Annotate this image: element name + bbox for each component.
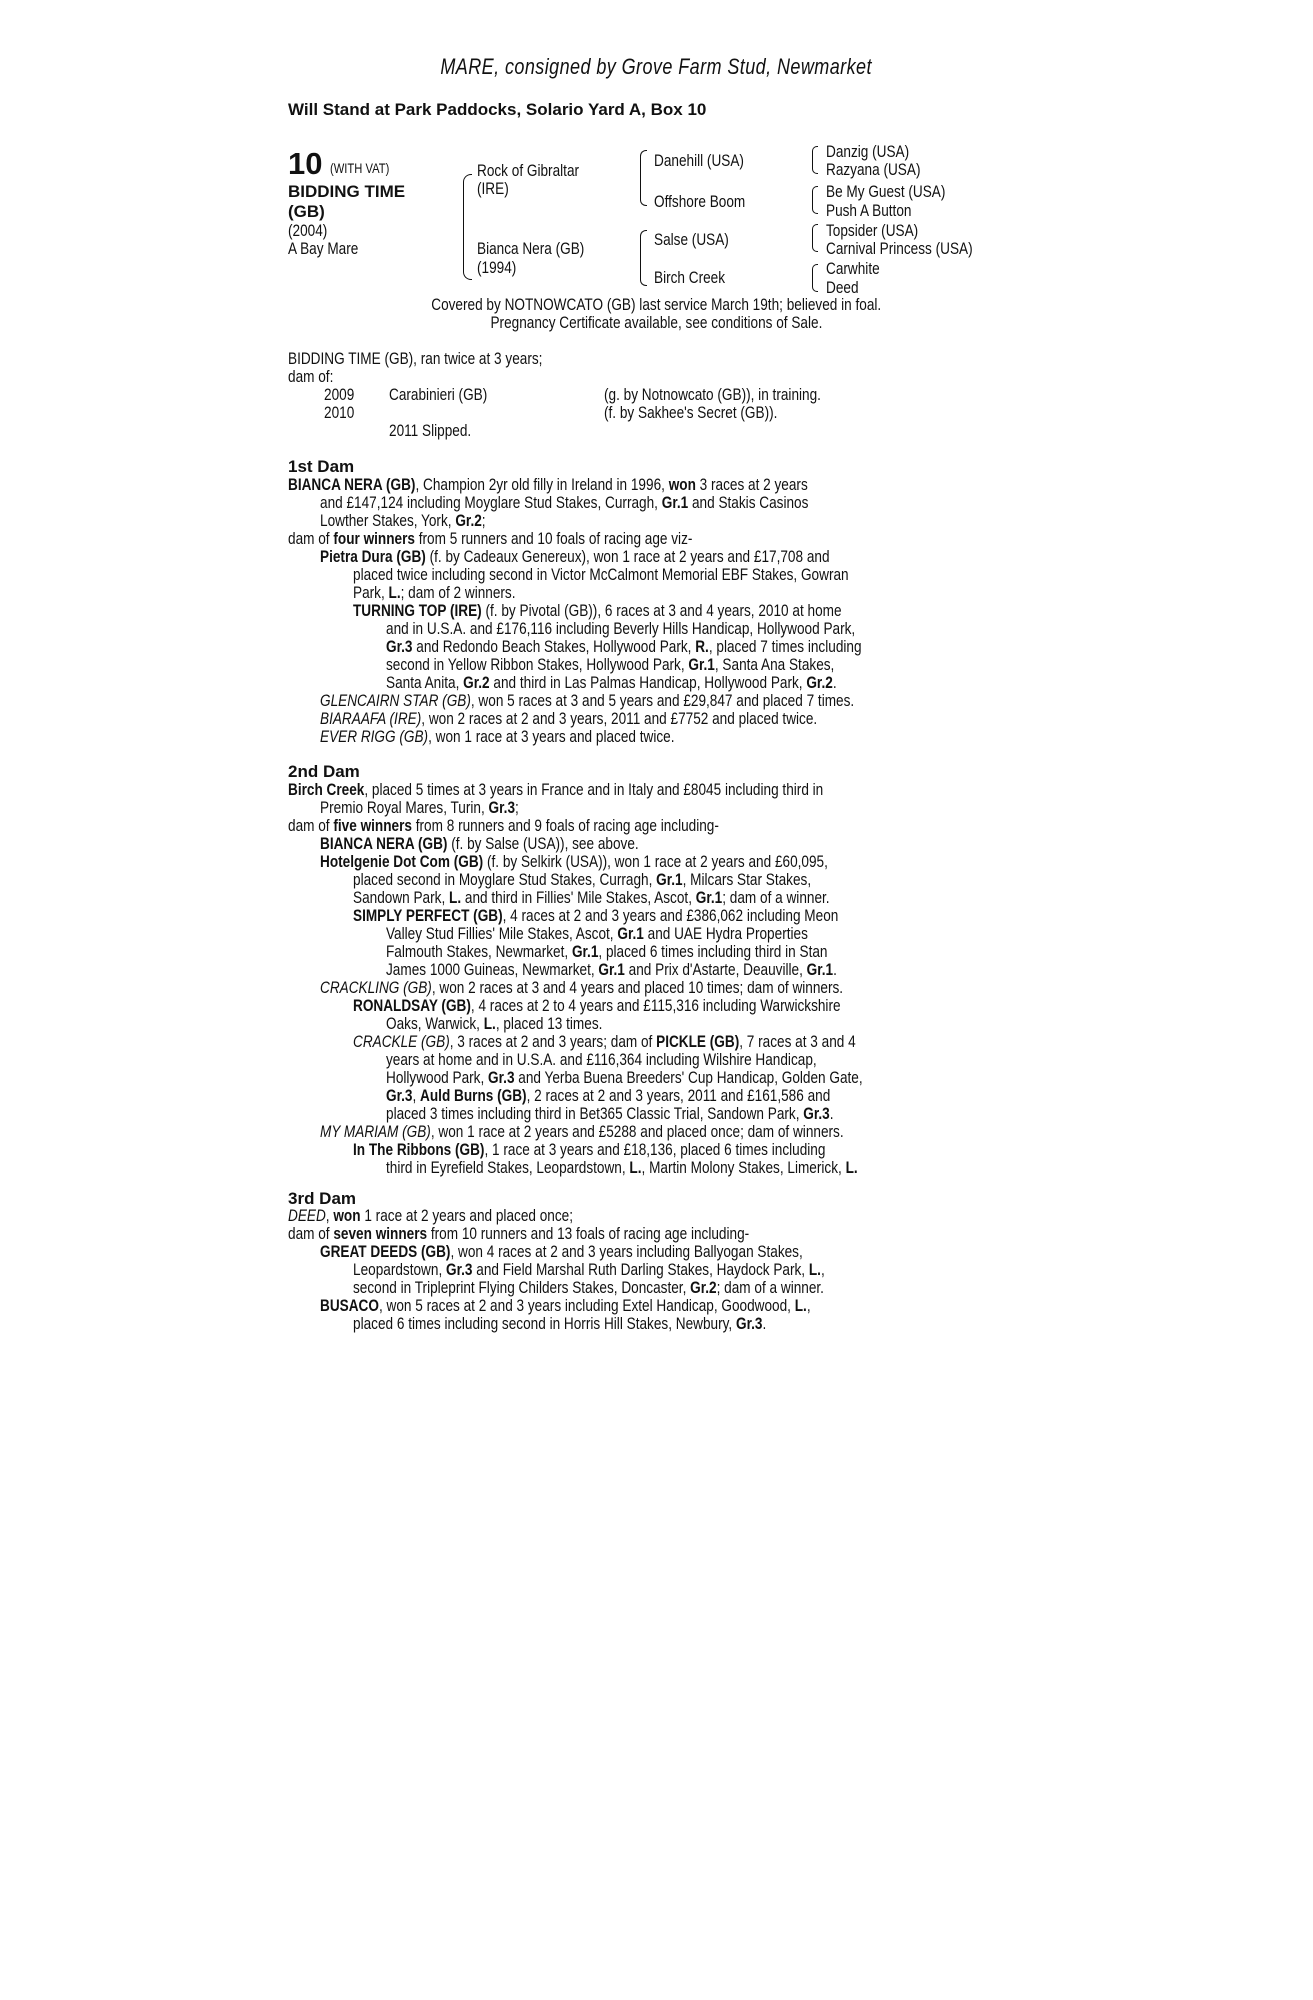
pedigree-brace-g4 — [812, 264, 818, 292]
pedigree-brace-sire — [640, 150, 647, 206]
text-line: second in Yellow Ribbon Stakes, Hollywood Park, Gr.1, Santa Ana Stakes, — [386, 655, 835, 674]
text-line: In The Ribbons (GB), 1 race at 3 years and £18,136, placed 6 times including — [353, 1140, 826, 1159]
text-line: dam of four winners from 5 runners and 10 foals of racing age viz- — [288, 529, 693, 548]
text-line: placed 6 times including second in Horris Hill Stakes, Newbury, Gr.3. — [353, 1314, 767, 1333]
produce-slipped: 2011 Slipped. — [389, 421, 472, 440]
sire-sire: Danehill (USA) — [654, 151, 744, 170]
text-line: Valley Stud Fillies' Mile Stakes, Ascot, Gr.1 and UAE Hydra Properties — [386, 924, 808, 943]
first-dam-heading: 1st Dam — [288, 457, 355, 476]
vat-label: (WITH VAT) — [330, 160, 390, 176]
text-line: GREAT DEEDS (GB), won 4 races at 2 and 3 years including Ballyogan Stakes, — [320, 1242, 803, 1261]
text-line: BIARAAFA (IRE), won 2 races at 2 and 3 years, 2011 and £7752 and placed twice. — [320, 709, 818, 728]
ggp-5: Topsider (USA) — [826, 221, 919, 240]
text-line: Leopardstown, Gr.3 and Field Marshal Ruth Darling Stakes, Haydock Park, L., — [353, 1260, 825, 1279]
ggp-2: Razyana (USA) — [826, 160, 921, 179]
text-line: dam of five winners from 8 runners and 9 foals of racing age including- — [288, 816, 719, 835]
text-line: Park, L.; dam of 2 winners. — [353, 583, 516, 602]
text-line: GLENCAIRN STAR (GB), won 5 races at 3 and 5 years and £29,847 and placed 7 times. — [320, 691, 855, 710]
text-line: years at home and in U.S.A. and £116,364 including Wilshire Handicap, — [386, 1050, 817, 1069]
ggp-4: Push A Button — [826, 201, 912, 220]
ggp-7: Carwhite — [826, 259, 880, 278]
text-line: CRACKLING (GB), won 2 races at 3 and 4 years and placed 10 times; dam of winners. — [320, 978, 844, 997]
text-line: EVER RIGG (GB), won 1 race at 3 years and placed twice. — [320, 727, 675, 746]
dam-dam: Birch Creek — [654, 268, 726, 287]
produce-row-note: (f. by Sakhee's Secret (GB)). — [604, 403, 778, 422]
text-line: Falmouth Stakes, Newmarket, Gr.1, placed 6 times including third in Stan — [386, 942, 828, 961]
dam-year: (1994) — [477, 258, 517, 277]
text-line: Premio Royal Mares, Turin, Gr.3; — [320, 798, 519, 817]
ggp-6: Carnival Princess (USA) — [826, 239, 973, 258]
dam-sire: Salse (USA) — [654, 230, 729, 249]
produce-row-year: 2009 — [324, 385, 355, 404]
text-line: placed 3 times including third in Bet365 Classic Trial, Sandown Park, Gr.3. — [386, 1104, 834, 1123]
text-line: Pietra Dura (GB) (f. by Cadeaux Genereux), won 1 race at 2 years and £17,708 and — [320, 547, 830, 566]
text-line: Lowther Stakes, York, Gr.2; — [320, 511, 486, 530]
pedigree-brace-g2 — [812, 186, 818, 214]
second-dam-heading: 2nd Dam — [288, 762, 360, 781]
text-line: third in Eyrefield Stakes, Leopardstown, L., Martin Molony Stakes, Limerick, L. — [386, 1158, 858, 1177]
text-line: Sandown Park, L. and third in Fillies' Mile Stakes, Ascot, Gr.1; dam of a winner. — [353, 888, 830, 907]
text-line: Santa Anita, Gr.2 and third in Las Palmas Handicap, Hollywood Park, Gr.2. — [386, 673, 837, 692]
text-line: dam of seven winners from 10 runners and 13 foals of racing age including- — [288, 1224, 750, 1243]
pedigree-brace-main — [463, 174, 472, 280]
produce-intro: BIDDING TIME (GB), ran twice at 3 years; — [288, 349, 543, 368]
ggp-1: Danzig (USA) — [826, 142, 910, 161]
text-line: TURNING TOP (IRE) (f. by Pivotal (GB)), 6 races at 3 and 4 years, 2010 at home — [353, 601, 842, 620]
text-line: and £147,124 including Moyglare Stud Stakes, Curragh, Gr.1 and Stakis Casinos — [320, 493, 809, 512]
text-line: placed second in Moyglare Stud Stakes, Curragh, Gr.1, Milcars Star Stakes, — [353, 870, 812, 889]
foaling-year: (2004) — [288, 221, 328, 240]
produce-dam-of: dam of: — [288, 367, 334, 386]
dam-name: Bianca Nera (GB) — [477, 239, 585, 258]
text-line: Hotelgenie Dot Com (GB) (f. by Selkirk (USA)), won 1 race at 2 years and £60,095, — [320, 852, 828, 871]
text-line: James 1000 Guineas, Newmarket, Gr.1 and Prix d'Astarte, Deauville, Gr.1. — [386, 960, 837, 979]
text-line: DEED, won 1 race at 2 years and placed once; — [288, 1206, 573, 1225]
pedigree-brace-g1 — [812, 146, 818, 174]
text-line: Gr.3, Auld Burns (GB), 2 races at 2 and 3 years, 2011 and £161,586 and — [386, 1086, 831, 1105]
text-line: BIANCA NERA (GB), Champion 2yr old filly in Ireland in 1996, won 3 races at 2 years — [288, 475, 808, 494]
third-dam-heading: 3rd Dam — [288, 1189, 357, 1208]
text-line: BUSACO, won 5 races at 2 and 3 years including Extel Handicap, Goodwood, L., — [320, 1296, 811, 1315]
pedigree-brace-dam — [640, 230, 647, 286]
text-line: Hollywood Park, Gr.3 and Yerba Buena Breeders' Cup Handicap, Golden Gate, — [386, 1068, 863, 1087]
pedigree-brace-g3 — [812, 224, 818, 252]
text-line: Oaks, Warwick, L., placed 13 times. — [386, 1014, 603, 1033]
text-line: RONALDSAY (GB), 4 races at 2 to 4 years and £115,316 including Warwickshire — [353, 996, 841, 1015]
ggp-8: Deed — [826, 278, 859, 297]
text-line: placed twice including second in Victor McCalmont Memorial EBF Stakes, Gowran — [353, 565, 849, 584]
text-line: BIANCA NERA (GB) (f. by Salse (USA)), see above. — [320, 834, 639, 853]
produce-row-note: (g. by Notnowcato (GB)), in training. — [604, 385, 821, 404]
text-line: MY MARIAM (GB), won 1 race at 2 years and £5288 and placed once; dam of winners. — [320, 1122, 844, 1141]
horse-description: A Bay Mare — [288, 239, 359, 258]
text-line: second in Tripleprint Flying Childers Stakes, Doncaster, Gr.2; dam of a winner. — [353, 1278, 824, 1297]
text-line: CRACKLE (GB), 3 races at 2 and 3 years; dam of PICKLE (GB), 7 races at 3 and 4 — [353, 1032, 856, 1051]
horse-name: BIDDING TIME (GB) — [288, 182, 406, 221]
sire-country: (IRE) — [477, 179, 509, 198]
lot-number: 10 — [288, 146, 323, 181]
produce-row-year: 2010 — [324, 403, 355, 422]
covering-note: Covered by NOTNOWCATO (GB) last service March 19th; believed in foal. Pregnancy Certificate available, see conditions of Sale. — [431, 295, 882, 332]
sire-dam: Offshore Boom — [654, 192, 746, 211]
text-line: and in U.S.A. and £176,116 including Beverly Hills Handicap, Hollywood Park, — [386, 619, 856, 638]
ggp-3: Be My Guest (USA) — [826, 182, 946, 201]
sire-name: Rock of Gibraltar — [477, 161, 580, 180]
text-line: Gr.3 and Redondo Beach Stakes, Hollywood Park, R., placed 7 times including — [386, 637, 862, 656]
produce-row-name: Carabinieri (GB) — [389, 385, 488, 404]
page-title: MARE, consigned by Grove Farm Stud, Newmarket — [440, 54, 873, 79]
text-line: Birch Creek, placed 5 times at 3 years in France and in Italy and £8045 including third in — [288, 780, 824, 799]
stand-location: Will Stand at Park Paddocks, Solario Yard A, Box 10 — [288, 100, 707, 119]
text-line: SIMPLY PERFECT (GB), 4 races at 2 and 3 years and £386,062 including Meon — [353, 906, 839, 925]
